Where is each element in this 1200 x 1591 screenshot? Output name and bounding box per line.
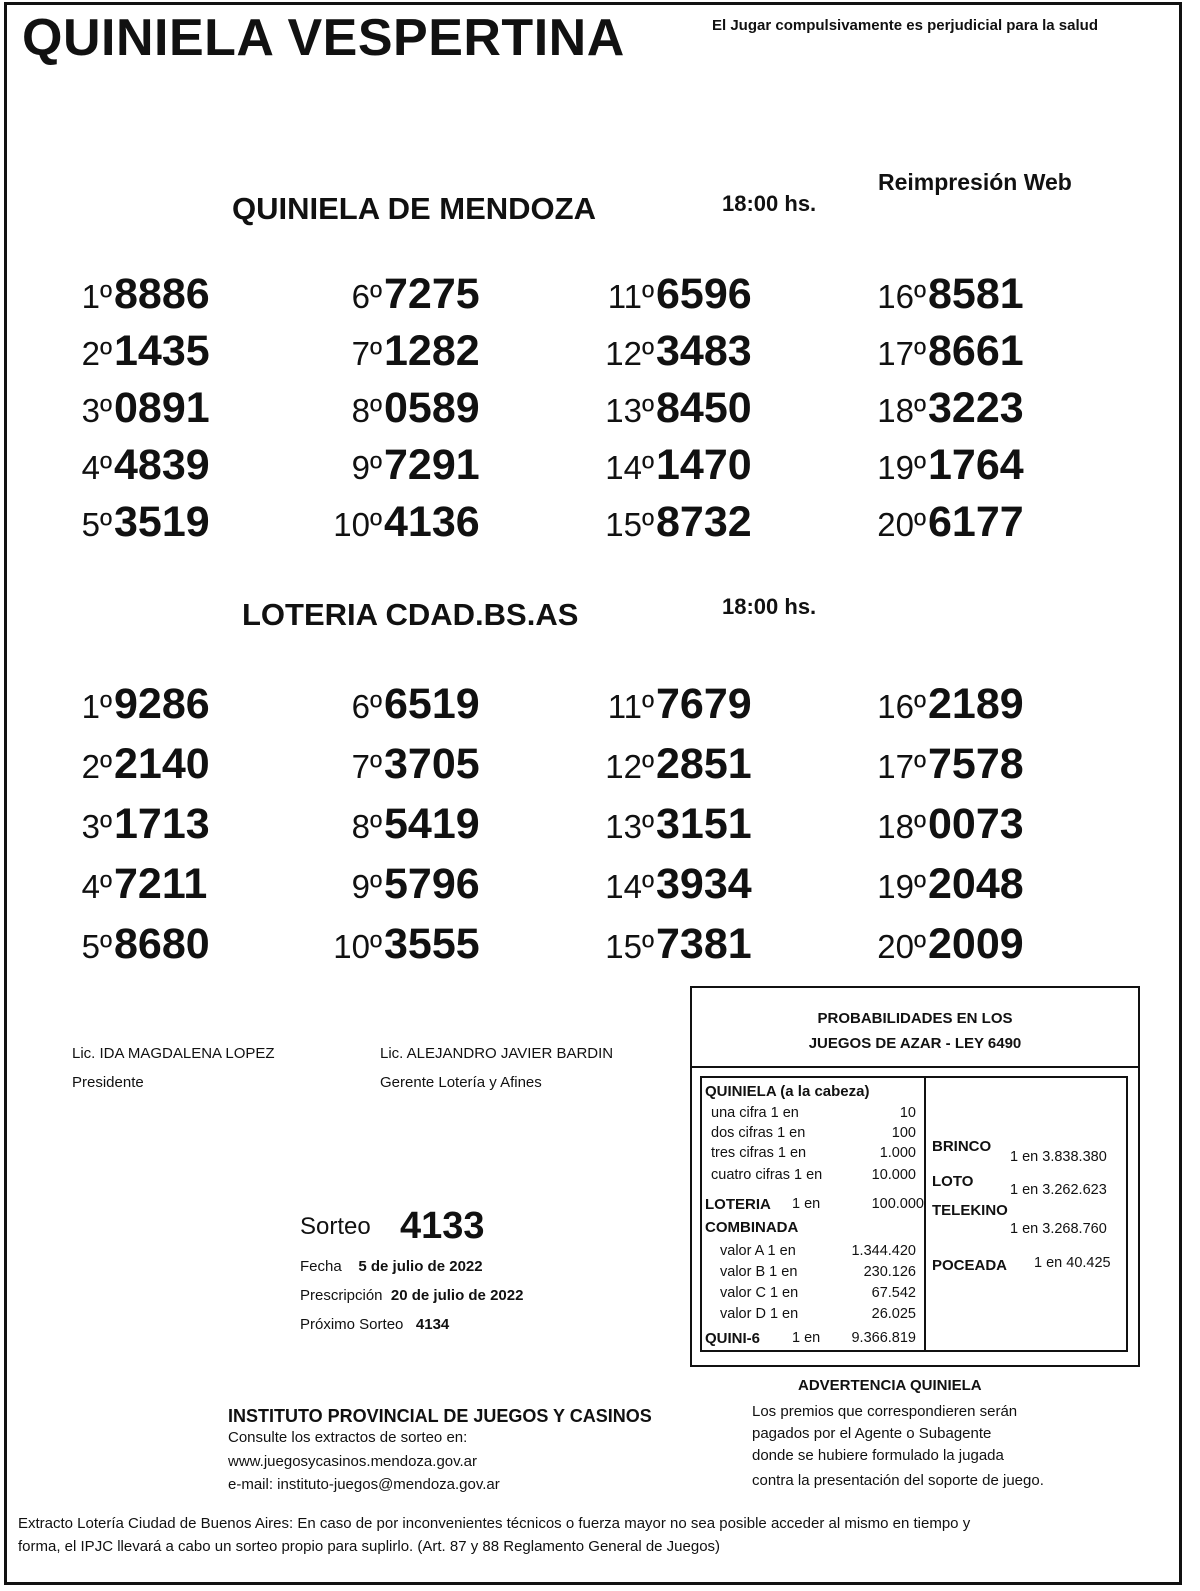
footer-line: forma, el IPJC llevará a cabo un sorteo propio para suplirlo. (Art. 87 y 88 Reglamento General de Juegos) [18,1538,721,1555]
page-title: QUINIELA VESPERTINA [22,9,625,67]
result-position: 20º [877,928,926,965]
result-cell [340,800,560,850]
telekino-label: TELEKINO [932,1202,1008,1219]
result-number: 8680 [114,920,210,968]
result-number: 7275 [384,270,480,318]
sorteo-label: Sorteo [300,1213,371,1240]
result-position: 2º [81,335,112,372]
telekino-value: 1 en 3.268.760 [1010,1221,1107,1237]
result-number: 7381 [656,920,752,968]
prob-label: valor B 1 en [720,1264,798,1280]
result-number: 6596 [656,270,752,318]
probabilities-table [700,1076,1128,1352]
advertencia-line: pagados por el Agente o Subagente [752,1425,992,1442]
result-cell [877,270,1104,320]
result-cell [340,441,560,491]
result-cell [605,860,832,910]
result-cell [877,384,1104,434]
result-number: 1435 [114,327,210,375]
result-number: 0073 [928,800,1024,848]
result-cell [607,680,832,730]
prescripcion-value: 20 de julio de 2022 [390,1287,524,1304]
result-number: 3519 [114,498,210,546]
institute-email-link[interactable]: e-mail: instituto-juegos@mendoza.gov.ar [228,1476,500,1493]
result-cell [877,327,1104,377]
section-title-mendoza: QUINIELA DE MENDOZA [232,191,596,226]
signature-role: Gerente Lotería y Afines [380,1074,542,1091]
result-cell [340,740,560,790]
prob-value: 1.344.420 [851,1243,916,1259]
footer-line: Extracto Lotería Ciudad de Buenos Aires: En caso de por inconvenientes técnicos o fuerza mayor no sea posible acceder al mismo en tiempo y [18,1515,971,1532]
health-warning: El Jugar compulsivamente es perjudicial para la salud [712,17,1098,34]
brinco-value: 1 en 3.838.380 [1010,1149,1107,1165]
result-position: 14º [605,449,654,486]
result-cell [877,800,1104,850]
loteria-mid: 1 en [792,1196,821,1212]
signature-name: Lic. ALEJANDRO JAVIER BARDIN [380,1045,614,1062]
result-number: 8581 [928,270,1024,318]
section-time-loteria: 18:00 hs. [722,594,817,619]
result-number: 2189 [928,680,1024,728]
result-position: 11º [607,278,654,315]
fecha-value: 5 de julio de 2022 [358,1258,483,1275]
prob-label: valor A 1 en [720,1243,796,1259]
result-number: 8661 [928,327,1024,375]
result-number: 0589 [384,384,480,432]
prob-value: 67.542 [871,1285,916,1301]
result-position: 3º [81,808,112,845]
result-position: 5º [81,928,112,965]
probabilities-box [690,986,1140,1367]
result-position: 5º [81,506,112,543]
probabilities-title-line1: PROBABILIDADES EN LOS [817,1010,1013,1027]
result-cell [877,680,1104,730]
quini6-label: QUINI-6 [705,1330,761,1347]
result-position: 16º [877,688,926,725]
result-number: 2048 [928,860,1024,908]
advertencia-line: donde se hubiere formulado la jugada [752,1447,1004,1464]
result-cell [70,860,290,910]
result-position: 20º [877,506,926,543]
prob-value: 1.000 [879,1145,916,1161]
result-number: 2140 [114,740,210,788]
result-number: 1282 [384,327,480,375]
result-cell [70,800,290,850]
result-position: 4º [81,449,112,486]
result-position: 15º [605,506,654,543]
result-position: 4º [81,868,112,905]
result-number: 3223 [928,384,1024,432]
quiniela-title: QUINIELA (a la cabeza) [705,1083,870,1100]
result-cell [340,384,560,434]
result-number: 7211 [114,860,208,908]
proximo-label: Próximo Sorteo [300,1316,404,1333]
result-number: 2009 [928,920,1024,968]
result-number: 4136 [384,498,480,546]
result-cell [333,920,560,970]
combinada-title: COMBINADA [705,1219,799,1236]
result-position: 10º [333,928,382,965]
result-position: 13º [605,808,654,845]
probabilities-header [692,988,1138,1068]
result-number: 4839 [114,441,210,489]
result-number: 1764 [928,441,1024,489]
result-position: 1º [81,688,112,725]
result-position: 13º [605,392,654,429]
result-cell [70,384,290,434]
prob-value: 10 [899,1105,916,1121]
result-position: 7º [351,335,382,372]
result-number: 6177 [928,498,1024,546]
result-cell [877,441,1104,491]
result-cell [605,384,832,434]
result-position: 11º [607,688,654,725]
result-number: 8886 [114,270,210,318]
quini6-mid: 1 en [792,1330,821,1346]
poceada-value: 1 en 40.425 [1034,1255,1111,1271]
result-cell [70,920,290,970]
result-number: 7679 [656,680,752,728]
result-number: 7578 [928,740,1024,788]
prob-value: 10.000 [871,1167,916,1183]
signature-role: Presidente [72,1074,144,1091]
prob-label: cuatro cifras 1 en [711,1167,823,1183]
prob-label: valor C 1 en [720,1285,799,1301]
result-cell [70,680,290,730]
result-position: 18º [877,392,926,429]
result-cell [605,498,832,548]
result-position: 1º [81,278,112,315]
proximo-row [300,1316,449,1333]
result-position: 16º [877,278,926,315]
result-position: 8º [351,808,382,845]
result-number: 8450 [656,384,752,432]
prob-value: 26.025 [871,1306,916,1322]
result-position: 19º [877,868,926,905]
loto-label: LOTO [932,1173,974,1190]
loto-value: 1 en 3.262.623 [1010,1182,1107,1198]
result-number: 7291 [384,441,480,489]
result-cell [340,270,560,320]
institute-website-link[interactable]: www.juegosycasinos.mendoza.gov.ar [228,1453,478,1470]
prescripcion-label: Prescripción [300,1287,383,1304]
signature-name: Lic. IDA MAGDALENA LOPEZ [72,1045,275,1062]
result-cell [70,498,290,548]
sorteo-number: 4133 [400,1205,485,1247]
prob-label: dos cifras 1 en [711,1125,806,1141]
loteria-value: 100.000 [871,1196,924,1212]
result-position: 14º [605,868,654,905]
result-cell [333,498,560,548]
result-number: 2851 [656,740,752,788]
advertencia-line: contra la presentación del soporte de juego. [752,1472,1044,1489]
result-cell [340,327,560,377]
institute-line: Consulte los extractos de sorteo en: [228,1429,468,1446]
result-cell [877,740,1104,790]
brinco-label: BRINCO [932,1138,992,1155]
section-title-loteria: LOTERIA CDAD.BS.AS [242,597,579,632]
result-position: 12º [605,748,654,785]
result-number: 3934 [656,860,752,908]
result-position: 9º [351,449,382,486]
prob-value: 100 [891,1125,916,1141]
result-number: 5419 [384,800,480,848]
prob-label: una cifra 1 en [711,1105,799,1121]
result-cell [70,270,290,320]
result-cell [605,920,832,970]
quini6-value: 9.366.819 [851,1330,916,1346]
result-cell [70,441,290,491]
result-position: 12º [605,335,654,372]
result-position: 8º [351,392,382,429]
result-position: 17º [877,748,926,785]
result-number: 6519 [384,680,480,728]
result-position: 18º [877,808,926,845]
fecha-row [300,1258,483,1275]
poceada-label: POCEADA [932,1257,1008,1274]
result-number: 5796 [384,860,480,908]
advertencia-line: Los premios que correspondieren serán [752,1403,1018,1420]
result-cell [70,327,290,377]
result-position: 15º [605,928,654,965]
result-position: 6º [351,278,382,315]
result-cell [877,920,1104,970]
result-number: 3151 [656,800,752,848]
result-cell [340,680,560,730]
result-position: 19º [877,449,926,486]
probabilities-title-line2: JUEGOS DE AZAR - LEY 6490 [808,1035,1022,1052]
section-time-mendoza: 18:00 hs. [722,191,817,216]
result-number: 1470 [656,441,752,489]
proximo-value: 4134 [415,1316,450,1333]
institute-name: INSTITUTO PROVINCIAL DE JUEGOS Y CASINOS [228,1406,652,1426]
column-divider [924,1078,926,1350]
prob-label: tres cifras 1 en [711,1145,807,1161]
result-position: 2º [81,748,112,785]
result-number: 3705 [384,740,480,788]
result-number: 1713 [114,800,210,848]
result-cell [605,740,832,790]
result-cell [877,498,1104,548]
result-number: 3555 [384,920,480,968]
result-cell [70,740,290,790]
result-number: 0891 [114,384,210,432]
result-number: 8732 [656,498,752,546]
result-cell [605,327,832,377]
fecha-label: Fecha [300,1258,342,1275]
result-position: 17º [877,335,926,372]
reprint-label: Reimpresión Web [878,169,1072,195]
result-cell [877,860,1104,910]
prob-value: 230.126 [863,1264,916,1280]
result-position: 9º [351,868,382,905]
result-cell [605,441,832,491]
result-position: 7º [351,748,382,785]
result-position: 3º [81,392,112,429]
prob-label: valor D 1 en [720,1306,799,1322]
result-number: 3483 [656,327,752,375]
advertencia-title: ADVERTENCIA QUINIELA [798,1377,982,1394]
result-number: 9286 [114,680,210,728]
loteria-label: LOTERIA [705,1196,771,1213]
prescripcion-row [300,1287,523,1304]
result-cell [340,860,560,910]
result-cell [607,270,832,320]
result-position: 10º [333,506,382,543]
result-cell [605,800,832,850]
result-position: 6º [351,688,382,725]
